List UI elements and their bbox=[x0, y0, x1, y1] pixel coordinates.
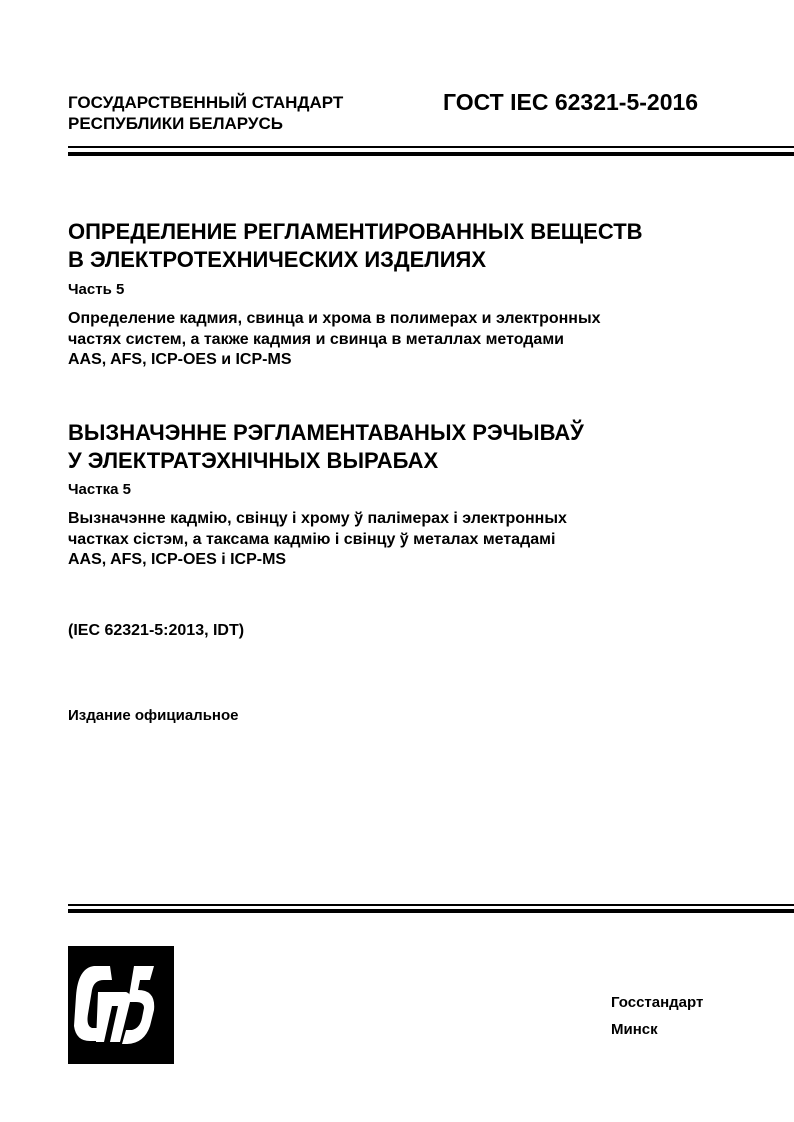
by-title-line-2: У ЭЛЕКТРАТЭХНІЧНЫХ ВЫРАБАХ bbox=[68, 448, 439, 473]
header-rule-thin bbox=[68, 146, 794, 148]
footer-rule-thin bbox=[68, 904, 794, 906]
stb-logo bbox=[68, 946, 174, 1064]
ru-subtitle-line-2: частях систем, а также кадмия и свинца в металлах методами bbox=[68, 330, 564, 348]
org-line-2: РЕСПУБЛИКИ БЕЛАРУСЬ bbox=[68, 114, 283, 133]
iec-reference: (IEC 62321-5:2013, IDT) bbox=[68, 622, 245, 639]
by-title-line-1: ВЫЗНАЧЭННЕ РЭГЛАМЕНТАВАНЫХ РЭЧЫВАЎ bbox=[68, 420, 584, 445]
by-part: Частка 5 bbox=[68, 481, 131, 498]
stb-logo-icon bbox=[68, 946, 174, 1064]
edition-note: Издание официальное bbox=[68, 707, 239, 724]
org-line-1: ГОСУДАРСТВЕННЫЙ СТАНДАРТ bbox=[68, 93, 344, 112]
by-subtitle-line-1: Вызначэнне кадмію, свінцу і хрому ў палімерах і электронных bbox=[68, 510, 567, 527]
by-subtitle-line-3: AAS, AFS, ICP-OES і ICP-MS bbox=[68, 551, 287, 568]
ru-title-line-2: В ЭЛЕКТРОТЕХНИЧЕСКИХ ИЗДЕЛИЯХ bbox=[68, 247, 487, 272]
footer-rule-thick bbox=[68, 909, 794, 913]
publisher: Госстандарт bbox=[611, 994, 704, 1011]
ru-subtitle-line-1: Определение кадмия, свинца и хрома в полимерах и электронных bbox=[68, 310, 601, 327]
by-subtitle-line-2: частках сістэм, а таксама кадмію і свінцу ў металах метадамі bbox=[68, 530, 556, 548]
city: Минск bbox=[611, 1021, 658, 1038]
standard-designation: ГОСТ IEC 62321-5-2016 bbox=[443, 89, 699, 115]
header-rule-thick bbox=[68, 152, 794, 156]
ru-part: Часть 5 bbox=[68, 281, 125, 298]
ru-title-line-1: ОПРЕДЕЛЕНИЕ РЕГЛАМЕНТИРОВАННЫХ ВЕЩЕСТВ bbox=[68, 219, 643, 244]
ru-subtitle-line-3: AAS, AFS, ICP-OES и ICP-MS bbox=[68, 351, 292, 368]
